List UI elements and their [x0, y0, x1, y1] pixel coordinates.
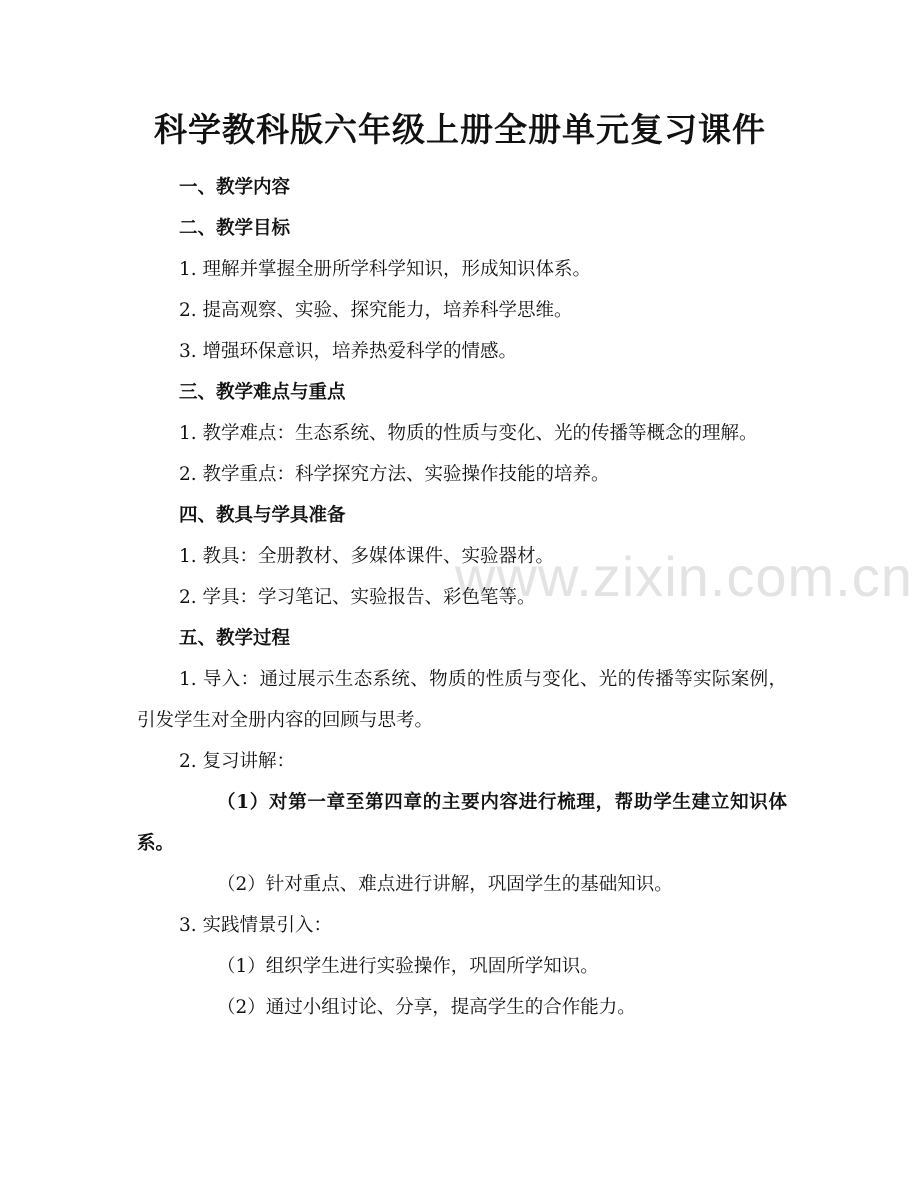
document-body [137, 167, 787, 1028]
list-item: 1. 理解并掌握全册所学科学知识，形成知识体系。 [179, 259, 592, 280]
document-title: 科学教科版六年级上册全册单元复习课件 [154, 110, 766, 149]
sub-item: （1）组织学生进行实验操作，巩固所学知识。 [217, 956, 599, 977]
sub-item: （2）通过小组讨论、分享，提高学生的合作能力。 [217, 997, 636, 1018]
watermark: www.zixin.com.cn [455, 545, 913, 608]
list-item: 3. 增强环保意识，培养热爱科学的情感。 [179, 341, 518, 362]
section-heading: 一、教学内容 [179, 177, 291, 198]
sub-item: （2）针对重点、难点进行讲解，巩固学生的基础知识。 [217, 874, 673, 895]
list-item: 1. 教具：全册教材、多媒体课件、实验器材。 [179, 546, 555, 567]
list-item: 2. 学具：学习笔记、实验报告、彩色笔等。 [179, 587, 536, 608]
sub-item: （1）对第一章至第四章的主要内容进行梳理，帮助学生建立知识体系。 [137, 792, 787, 854]
section-heading: 三、教学难点与重点 [179, 382, 346, 403]
list-item: 2. 教学重点：科学探究方法、实验操作技能的培养。 [179, 464, 610, 485]
section-heading: 四、教具与学具准备 [179, 505, 346, 526]
section-heading: 五、教学过程 [179, 628, 291, 649]
section-heading: 二、教学目标 [179, 218, 291, 239]
list-item: 1. 教学难点：生态系统、物质的性质与变化、光的传播等概念的理解。 [179, 423, 758, 444]
list-item: 3. 实践情景引入： [179, 915, 333, 936]
list-item: 2. 提高观察、实验、探究能力，培养科学思维。 [179, 300, 573, 321]
list-item: 1. 导入：通过展示生态系统、物质的性质与变化、光的传播等实际案例，引发学生对全册内容的回顾与思考。 [137, 669, 787, 731]
list-item: 2. 复习讲解： [179, 751, 296, 772]
